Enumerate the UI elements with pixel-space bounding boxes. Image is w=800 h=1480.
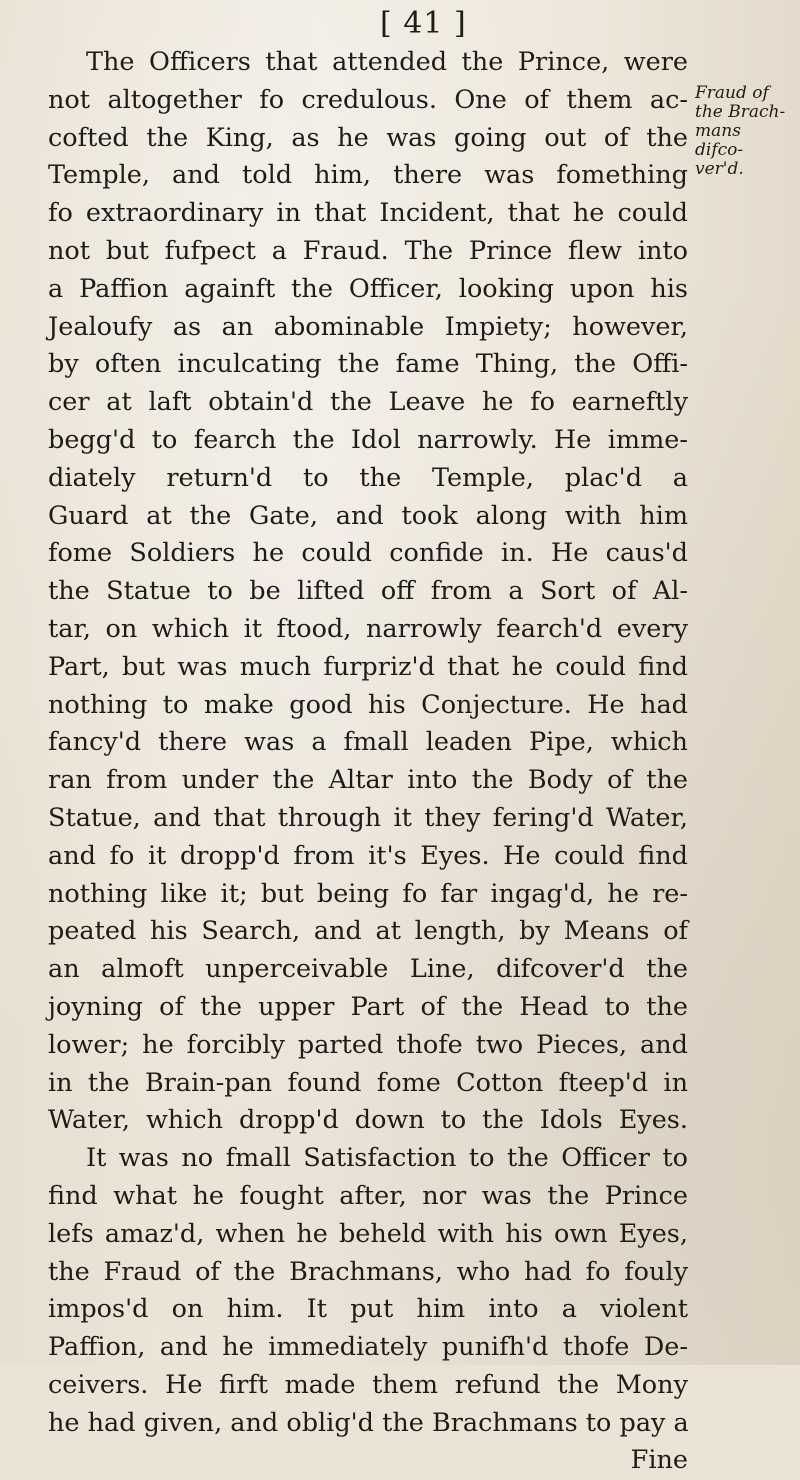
text-line: ran from under the Altar into the Body of the — [48, 765, 688, 796]
text-line: find what he fought after, nor was the Prince — [48, 1180, 688, 1211]
text-line: fo extraordinary in that Incident, that he could — [48, 198, 688, 229]
text-line: not but fufpect a Fraud. The Prince flew into — [48, 235, 688, 266]
text-line: fancy'd there was a fmall leaden Pipe, which — [48, 727, 688, 758]
margin-note-line: mans — [695, 121, 741, 141]
margin-note-line: ver'd. — [695, 159, 744, 179]
text-line: Statue, and that through it they fering'd Water, — [48, 802, 688, 833]
text-line: and fo it dropp'd from it's Eyes. He could find — [48, 840, 688, 871]
text-line: not altogether fo credulous. One of them ac- — [48, 84, 688, 115]
text-line: Temple, and told him, there was fomething — [48, 160, 688, 191]
text-line: begg'd to fearch the Idol narrowly. He imme- — [48, 424, 688, 455]
text-line: Guard at the Gate, and took along with him — [48, 500, 688, 531]
body-text — [48, 44, 688, 1480]
page-number: [ 41 ] — [380, 6, 467, 41]
text-line: the Fraud of the Brachmans, who had fo fouly — [48, 1256, 688, 1287]
margin-note — [695, 84, 785, 179]
text-line: The Officers that attended the Prince, were — [86, 47, 688, 77]
text-line: a Paffion againft the Officer, looking upon his — [48, 273, 688, 304]
catchword: Fine — [630, 1445, 688, 1476]
text-line: by often inculcating the fame Thing, the Offi- — [48, 349, 688, 380]
text-line: It was no fmall Satisfaction to the Officer to — [86, 1143, 688, 1174]
text-line: nothing like it; but being fo far ingag'd, he re- — [48, 878, 688, 909]
text-line: diately return'd to the Temple, plac'd a — [48, 462, 688, 493]
text-line: ceivers. He firft made them refund the Mony — [48, 1369, 688, 1400]
text-line: an almoft unperceivable Line, difcover'd the — [48, 954, 688, 985]
text-line: peated his Search, and at length, by Means of — [48, 916, 688, 947]
margin-note-line: Fraud of — [695, 83, 769, 103]
text-line: cofted the King, as he was going out of the — [48, 122, 688, 153]
text-line: tar, on which it ftood, narrowly fearch'd every — [48, 613, 688, 644]
text-line: Paffion, and he immediately punifh'd thofe De- — [48, 1332, 688, 1363]
margin-note-line: difco- — [695, 140, 744, 160]
text-line: Water, which dropp'd down to the Idols Eyes. — [48, 1105, 688, 1136]
text-line: nothing to make good his Conjecture. He had — [48, 689, 688, 720]
text-line: fome Soldiers he could confide in. He caus'd — [48, 538, 688, 569]
text-line: lower; he forcibly parted thofe two Pieces, and — [48, 1029, 688, 1060]
text-line: he had given, and oblig'd the Brachmans to pay a — [48, 1407, 689, 1438]
text-line: impos'd on him. It put him into a violent — [48, 1294, 688, 1325]
margin-note-line: the Brach- — [695, 102, 786, 122]
text-line: in the Brain-pan found fome Cotton fteep'd in — [48, 1067, 688, 1098]
text-line: the Statue to be lifted off from a Sort of Al- — [48, 576, 688, 607]
text-line: Part, but was much furpriz'd that he could find — [48, 651, 688, 682]
text-line: joyning of the upper Part of the Head to the — [48, 991, 688, 1022]
text-line: lefs amaz'd, when he beheld with his own Eyes, — [48, 1218, 688, 1249]
text-line: cer at laft obtain'd the Leave he fo earneftly — [48, 387, 688, 418]
text-line: Jealoufy as an abominable Impiety; however, — [48, 311, 688, 342]
